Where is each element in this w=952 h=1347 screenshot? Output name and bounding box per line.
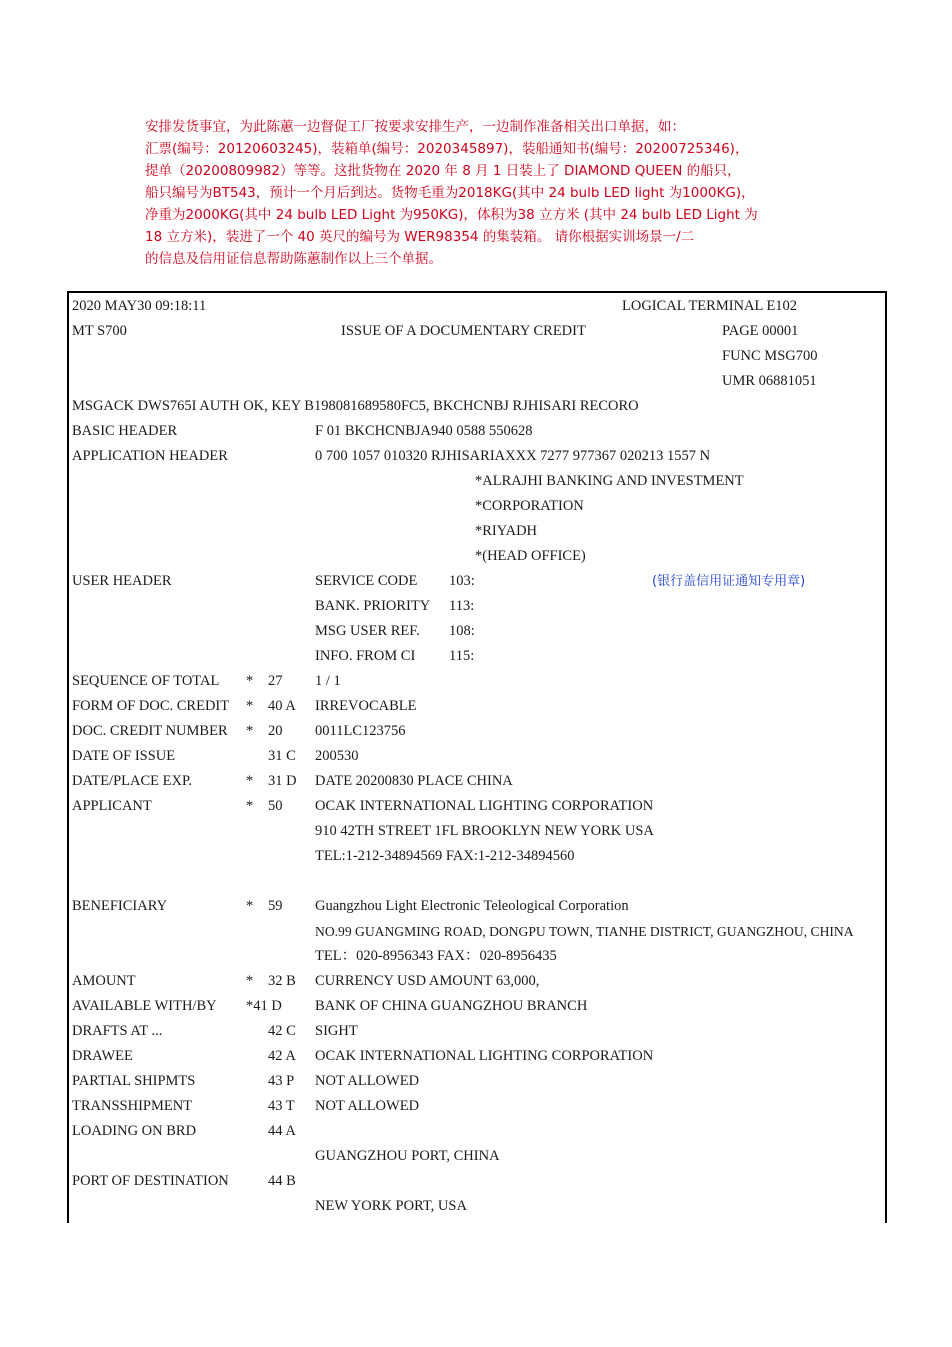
instruction-line: 提单（20200809982）等等。这批货物在 2020 年 8 月 1 日装上了 DIAMOND QUEEN 的船只， bbox=[145, 163, 741, 179]
bank-line-text: *CORPORATION bbox=[475, 498, 584, 514]
field-label: LOADING ON BRD bbox=[72, 1123, 197, 1139]
beneficiary-name: Guangzhou Light Electronic Teleological Corporation bbox=[315, 898, 629, 914]
field-value: 200530 bbox=[315, 748, 359, 764]
field-value: IRREVOCABLE bbox=[315, 698, 417, 714]
field-tag: 43 P bbox=[268, 1073, 295, 1089]
field-label: APPLICANT bbox=[72, 798, 152, 814]
user-header-field-name: MSG USER REF. bbox=[315, 623, 420, 639]
umr-number: UMR 06881051 bbox=[722, 373, 817, 389]
msgack-text: MSGACK DWS765I AUTH OK, KEY B198081689580FC5, BKCHCNBJ RJHISARI RECORO bbox=[72, 398, 639, 414]
field-label: PARTIAL SHIPMTS bbox=[72, 1073, 196, 1089]
field-label: AMOUNT bbox=[72, 973, 136, 989]
field-row-sequence bbox=[72, 669, 882, 694]
applicant-contact-line bbox=[72, 844, 882, 869]
field-value: NOT ALLOWED bbox=[315, 1073, 420, 1089]
field-row-drawee bbox=[72, 1044, 882, 1069]
header-row-datetime bbox=[72, 294, 882, 319]
user-header-field-name: SERVICE CODE bbox=[315, 573, 418, 589]
function-code: FUNC MSG700 bbox=[722, 348, 818, 364]
field-row-credit-number bbox=[72, 719, 882, 744]
field-label: DATE OF ISSUE bbox=[72, 748, 176, 764]
field-tag: 32 B bbox=[268, 973, 296, 989]
beneficiary-contact-line bbox=[72, 944, 882, 969]
destination-port-line bbox=[72, 1194, 882, 1219]
destination-port: NEW YORK PORT, USA bbox=[315, 1198, 467, 1214]
instruction-line: 汇票(编号：20120603245)，装箱单(编号：2020345897)，装船通知书(编号：20200725346)， bbox=[145, 141, 749, 157]
mandatory-marker: * bbox=[246, 973, 254, 989]
field-tag: 20 bbox=[268, 723, 283, 739]
field-row-drafts bbox=[72, 1019, 882, 1044]
user-header-field-code: 113: bbox=[449, 598, 475, 614]
field-value: BANK OF CHINA GUANGZHOU BRANCH bbox=[315, 998, 588, 1014]
user-header-label: USER HEADER bbox=[72, 573, 172, 589]
field-value: CURRENCY USD AMOUNT 63,000, bbox=[315, 973, 540, 989]
header-row-umr bbox=[72, 369, 882, 394]
instruction-line: 安排发货事宜，为此陈蕙一边督促工厂按要求安排生产，一边制作准备相关出口单据，如： bbox=[145, 119, 685, 135]
field-tag: 31 C bbox=[268, 748, 296, 764]
instruction-line: 18 立方米)，装进了一个 40 英尺的编号为 WER98354 的集装箱。 请你根据实训场景一/二 bbox=[145, 229, 695, 245]
basic-header-row bbox=[72, 419, 882, 444]
mandatory-marker: * bbox=[246, 898, 254, 914]
field-row-applicant bbox=[72, 794, 882, 819]
field-tag: 40 A bbox=[268, 698, 296, 714]
field-tag: 59 bbox=[268, 898, 283, 914]
field-row-loading bbox=[72, 1119, 882, 1144]
bank-stamp-note: (银行盖信用证通知专用章) bbox=[652, 574, 806, 589]
field-row-partial-shipments bbox=[72, 1069, 882, 1094]
field-label: SEQUENCE OF TOTAL bbox=[72, 673, 220, 689]
field-row-date-issue bbox=[72, 744, 882, 769]
beneficiary-address: NO.99 GUANGMING ROAD, DONGPU TOWN, TIANHE DISTRICT, GUANGZHOU, CHINA bbox=[315, 924, 854, 939]
field-tag: 27 bbox=[268, 673, 283, 689]
field-label: DATE/PLACE EXP. bbox=[72, 773, 193, 789]
application-header-row bbox=[72, 444, 882, 469]
bank-line-text: *(HEAD OFFICE) bbox=[475, 548, 586, 564]
message-type: MT S700 bbox=[72, 323, 127, 339]
field-row-form bbox=[72, 694, 882, 719]
field-value: OCAK INTERNATIONAL LIGHTING CORPORATION bbox=[315, 1048, 654, 1064]
field-row-beneficiary bbox=[72, 894, 882, 919]
user-header-row bbox=[72, 569, 882, 594]
field-value: DATE 20200830 PLACE CHINA bbox=[315, 773, 513, 789]
mandatory-marker: * bbox=[246, 773, 254, 789]
field-value: OCAK INTERNATIONAL LIGHTING CORPORATION bbox=[315, 798, 654, 814]
field-tag: 43 T bbox=[268, 1098, 295, 1114]
instruction-line: 的信息及信用证信息帮助陈蕙制作以上三个单据。 bbox=[145, 251, 442, 267]
field-label: DRAWEE bbox=[72, 1048, 133, 1064]
field-label: PORT OF DESTINATION bbox=[72, 1173, 229, 1189]
field-tag: 42 C bbox=[268, 1023, 296, 1039]
user-header-row bbox=[72, 644, 882, 669]
logical-terminal: LOGICAL TERMINAL E102 bbox=[622, 298, 798, 314]
application-header-value: 0 700 1057 010320 RJHISARIAXXX 7277 977367 020213 1557 N bbox=[315, 448, 711, 464]
applicant-address: 910 42TH STREET 1FL BROOKLYN NEW YORK USA bbox=[315, 823, 654, 839]
field-label: DOC. CREDIT NUMBER bbox=[72, 723, 228, 739]
mandatory-marker: * bbox=[246, 698, 254, 714]
field-row-destination bbox=[72, 1169, 882, 1194]
document-title: ISSUE OF A DOCUMENTARY CREDIT bbox=[341, 323, 586, 339]
bank-line bbox=[72, 544, 882, 569]
bank-line-text: *RIYADH bbox=[475, 523, 538, 539]
user-header-row bbox=[72, 594, 882, 619]
mandatory-marker: *41 D bbox=[246, 998, 282, 1014]
loading-port-line bbox=[72, 1144, 882, 1169]
page-number: PAGE 00001 bbox=[722, 323, 799, 339]
instruction-line: 净重为2000KG(其中 24 bulb LED Light 为950KG)，体积为38 立方米 (其中 24 bulb LED Light 为 bbox=[145, 207, 758, 223]
applicant-address-line bbox=[72, 819, 882, 844]
user-header-field-code: 108: bbox=[449, 623, 475, 639]
field-value: NOT ALLOWED bbox=[315, 1098, 420, 1114]
field-row-expiry bbox=[72, 769, 882, 794]
beneficiary-contact: TEL：020-8956343 FAX：020-8956435 bbox=[315, 948, 557, 964]
user-header-field-name: INFO. FROM CI bbox=[315, 648, 416, 664]
user-header-field-code: 103: bbox=[449, 573, 475, 589]
instruction-line: 船只编号为BT543，预计一个月后到达。货物毛重为2018KG(其中 24 bulb LED light 为1000KG)， bbox=[145, 185, 755, 201]
application-header-label: APPLICATION HEADER bbox=[72, 448, 228, 464]
field-row-transshipment bbox=[72, 1094, 882, 1119]
field-row-amount bbox=[72, 969, 882, 994]
field-label: TRANSSHIPMENT bbox=[72, 1098, 193, 1114]
msgack-row bbox=[72, 394, 882, 419]
basic-header-label: BASIC HEADER bbox=[72, 423, 178, 439]
field-row-available bbox=[72, 994, 882, 1019]
field-value: SIGHT bbox=[315, 1023, 358, 1039]
mandatory-marker: * bbox=[246, 673, 254, 689]
field-label: BENEFICIARY bbox=[72, 898, 168, 914]
field-value: 0011LC123756 bbox=[315, 723, 406, 739]
beneficiary-address-line bbox=[72, 919, 882, 944]
mandatory-marker: * bbox=[246, 723, 254, 739]
applicant-contact: TEL:1-212-34894569 FAX:1-212-34894560 bbox=[315, 848, 575, 864]
user-header-field-code: 115: bbox=[449, 648, 475, 664]
user-header-field-name: BANK. PRIORITY bbox=[315, 598, 431, 614]
bank-line bbox=[72, 494, 882, 519]
field-tag: 44 B bbox=[268, 1173, 296, 1189]
header-row-mt bbox=[72, 319, 882, 344]
bank-line bbox=[72, 519, 882, 544]
spacer-row bbox=[72, 869, 882, 894]
field-tag: 42 A bbox=[268, 1048, 296, 1064]
bank-line-text: *ALRAJHI BANKING AND INVESTMENT bbox=[475, 473, 744, 489]
field-label: AVAILABLE WITH/BY bbox=[72, 998, 217, 1014]
field-label: FORM OF DOC. CREDIT bbox=[72, 698, 230, 714]
field-tag: 31 D bbox=[268, 773, 297, 789]
field-label: DRAFTS AT ... bbox=[72, 1023, 163, 1039]
bank-line bbox=[72, 469, 882, 494]
loading-port: GUANGZHOU PORT, CHINA bbox=[315, 1148, 500, 1164]
mandatory-marker: * bbox=[246, 798, 254, 814]
header-row-func bbox=[72, 344, 882, 369]
documentary-credit-message bbox=[72, 294, 882, 1219]
instruction-text bbox=[145, 116, 825, 270]
field-value: 1 / 1 bbox=[315, 673, 341, 689]
field-tag: 50 bbox=[268, 798, 283, 814]
user-header-row bbox=[72, 619, 882, 644]
basic-header-value: F 01 BKCHCNBJA940 0588 550628 bbox=[315, 423, 533, 439]
field-tag: 44 A bbox=[268, 1123, 296, 1139]
message-datetime: 2020 MAY30 09:18:11 bbox=[72, 298, 207, 314]
